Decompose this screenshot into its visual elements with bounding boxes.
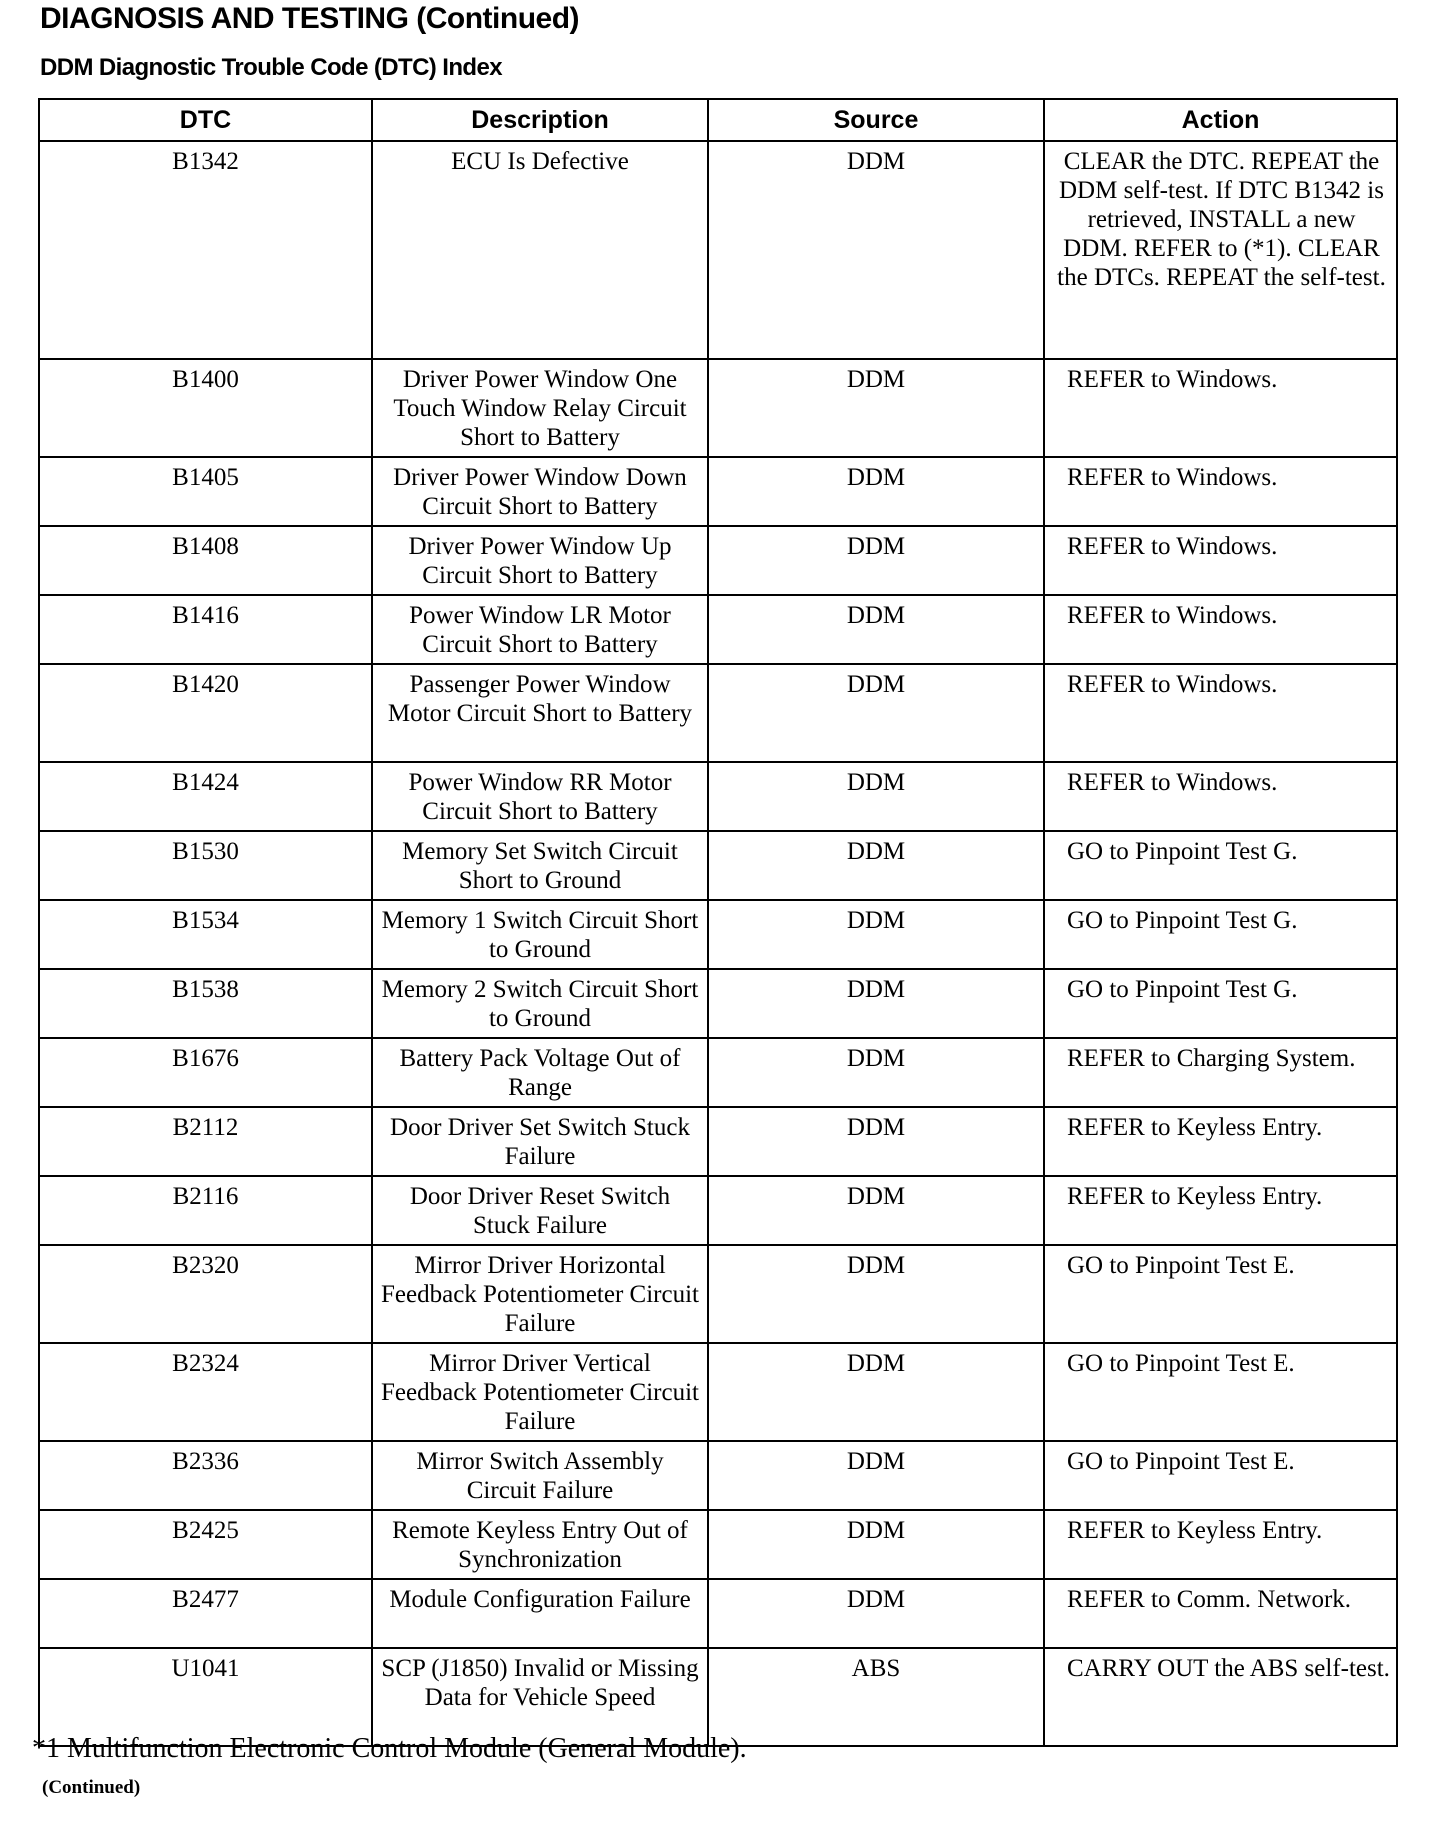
dtc-code: B1424: [39, 762, 372, 831]
dtc-description: Power Window RR Motor Circuit Short to Battery: [372, 762, 708, 831]
table-row: [39, 1107, 1397, 1176]
dtc-code: B1408: [39, 526, 372, 595]
dtc-action: REFER to Keyless Entry.: [1044, 1176, 1397, 1245]
dtc-description: Memory Set Switch Circuit Short to Ground: [372, 831, 708, 900]
dtc-description: Mirror Driver Horizontal Feedback Potentiometer Circuit Failure: [372, 1245, 708, 1343]
dtc-code: B2320: [39, 1245, 372, 1343]
dtc-code: B2477: [39, 1579, 372, 1648]
dtc-source: DDM: [708, 1343, 1044, 1441]
column-header-dtc: DTC: [39, 99, 372, 141]
dtc-description: Door Driver Reset Switch Stuck Failure: [372, 1176, 708, 1245]
table-row: [39, 664, 1397, 762]
table-row: [39, 1038, 1397, 1107]
dtc-code: B2116: [39, 1176, 372, 1245]
dtc-source: DDM: [708, 664, 1044, 762]
dtc-description: Mirror Switch Assembly Circuit Failure: [372, 1441, 708, 1510]
continued-label: (Continued): [42, 1777, 141, 1798]
dtc-action: GO to Pinpoint Test E.: [1044, 1245, 1397, 1343]
dtc-description: Driver Power Window Down Circuit Short to Battery: [372, 457, 708, 526]
table-row: [39, 1648, 1397, 1746]
dtc-source: ABS: [708, 1648, 1044, 1746]
column-header-description: Description: [372, 99, 708, 141]
dtc-action: GO to Pinpoint Test E.: [1044, 1343, 1397, 1441]
column-header-source: Source: [708, 99, 1044, 141]
dtc-source: DDM: [708, 1245, 1044, 1343]
table-row: [39, 457, 1397, 526]
table-row: [39, 595, 1397, 664]
dtc-source: DDM: [708, 831, 1044, 900]
dtc-code: B1405: [39, 457, 372, 526]
dtc-source: DDM: [708, 1038, 1044, 1107]
table-row: [39, 359, 1397, 457]
dtc-action: CLEAR the DTC. REPEAT the DDM self-test. If DTC B1342 is retrieved, INSTALL a new DDM. REFER to (*1). CLEAR the DTCs. REPEAT the self-test.: [1044, 141, 1397, 359]
dtc-action: REFER to Windows.: [1044, 762, 1397, 831]
dtc-description: Power Window LR Motor Circuit Short to Battery: [372, 595, 708, 664]
dtc-action: REFER to Charging System.: [1044, 1038, 1397, 1107]
dtc-action: REFER to Windows.: [1044, 526, 1397, 595]
dtc-code: B2336: [39, 1441, 372, 1510]
dtc-code: B1342: [39, 141, 372, 359]
dtc-source: DDM: [708, 595, 1044, 664]
dtc-code: B1676: [39, 1038, 372, 1107]
dtc-code: B1416: [39, 595, 372, 664]
table-row: [39, 141, 1397, 359]
dtc-code: B1400: [39, 359, 372, 457]
dtc-action: GO to Pinpoint Test G.: [1044, 900, 1397, 969]
dtc-index-table: [38, 98, 1398, 1747]
table-row: [39, 526, 1397, 595]
table-row: [39, 831, 1397, 900]
column-header-action: Action: [1044, 99, 1397, 141]
table-row: [39, 1441, 1397, 1510]
page-title: DIAGNOSIS AND TESTING (Continued): [40, 2, 580, 35]
dtc-code: B2324: [39, 1343, 372, 1441]
dtc-code: B1534: [39, 900, 372, 969]
table-title: DDM Diagnostic Trouble Code (DTC) Index: [40, 54, 502, 81]
dtc-code: B1530: [39, 831, 372, 900]
dtc-action: GO to Pinpoint Test G.: [1044, 831, 1397, 900]
dtc-description: Memory 1 Switch Circuit Short to Ground: [372, 900, 708, 969]
dtc-description: Remote Keyless Entry Out of Synchronization: [372, 1510, 708, 1579]
dtc-action: REFER to Windows.: [1044, 664, 1397, 762]
table-row: [39, 1176, 1397, 1245]
dtc-code: B2112: [39, 1107, 372, 1176]
dtc-source: DDM: [708, 900, 1044, 969]
table-row: [39, 762, 1397, 831]
table-row: [39, 1510, 1397, 1579]
dtc-description: Mirror Driver Vertical Feedback Potentiometer Circuit Failure: [372, 1343, 708, 1441]
dtc-source: DDM: [708, 762, 1044, 831]
dtc-description: ECU Is Defective: [372, 141, 708, 359]
dtc-code: B1420: [39, 664, 372, 762]
dtc-action: REFER to Keyless Entry.: [1044, 1510, 1397, 1579]
dtc-code: B2425: [39, 1510, 372, 1579]
dtc-source: DDM: [708, 526, 1044, 595]
dtc-action: REFER to Windows.: [1044, 359, 1397, 457]
dtc-description: Door Driver Set Switch Stuck Failure: [372, 1107, 708, 1176]
dtc-source: DDM: [708, 1579, 1044, 1648]
dtc-source: DDM: [708, 359, 1044, 457]
dtc-code: U1041: [39, 1648, 372, 1746]
dtc-source: DDM: [708, 1107, 1044, 1176]
dtc-code: B1538: [39, 969, 372, 1038]
dtc-source: DDM: [708, 1441, 1044, 1510]
dtc-source: DDM: [708, 141, 1044, 359]
dtc-source: DDM: [708, 1176, 1044, 1245]
dtc-action: REFER to Keyless Entry.: [1044, 1107, 1397, 1176]
table-header-row: [39, 99, 1397, 141]
footnote: *1 Multifunction Electronic Control Module (General Module).: [32, 1733, 747, 1764]
dtc-action: REFER to Windows.: [1044, 457, 1397, 526]
dtc-description: Driver Power Window Up Circuit Short to Battery: [372, 526, 708, 595]
table-row: [39, 1343, 1397, 1441]
dtc-source: DDM: [708, 457, 1044, 526]
dtc-description: Module Configuration Failure: [372, 1579, 708, 1648]
dtc-source: DDM: [708, 1510, 1044, 1579]
table-row: [39, 1579, 1397, 1648]
dtc-description: Memory 2 Switch Circuit Short to Ground: [372, 969, 708, 1038]
table-row: [39, 969, 1397, 1038]
dtc-description: SCP (J1850) Invalid or Missing Data for Vehicle Speed: [372, 1648, 708, 1746]
dtc-source: DDM: [708, 969, 1044, 1038]
table-row: [39, 1245, 1397, 1343]
dtc-action: REFER to Windows.: [1044, 595, 1397, 664]
dtc-action: CARRY OUT the ABS self-test.: [1044, 1648, 1397, 1746]
table-row: [39, 900, 1397, 969]
dtc-description: Driver Power Window One Touch Window Relay Circuit Short to Battery: [372, 359, 708, 457]
dtc-action: REFER to Comm. Network.: [1044, 1579, 1397, 1648]
dtc-action: GO to Pinpoint Test E.: [1044, 1441, 1397, 1510]
dtc-description: Battery Pack Voltage Out of Range: [372, 1038, 708, 1107]
dtc-description: Passenger Power Window Motor Circuit Short to Battery: [372, 664, 708, 762]
dtc-action: GO to Pinpoint Test G.: [1044, 969, 1397, 1038]
